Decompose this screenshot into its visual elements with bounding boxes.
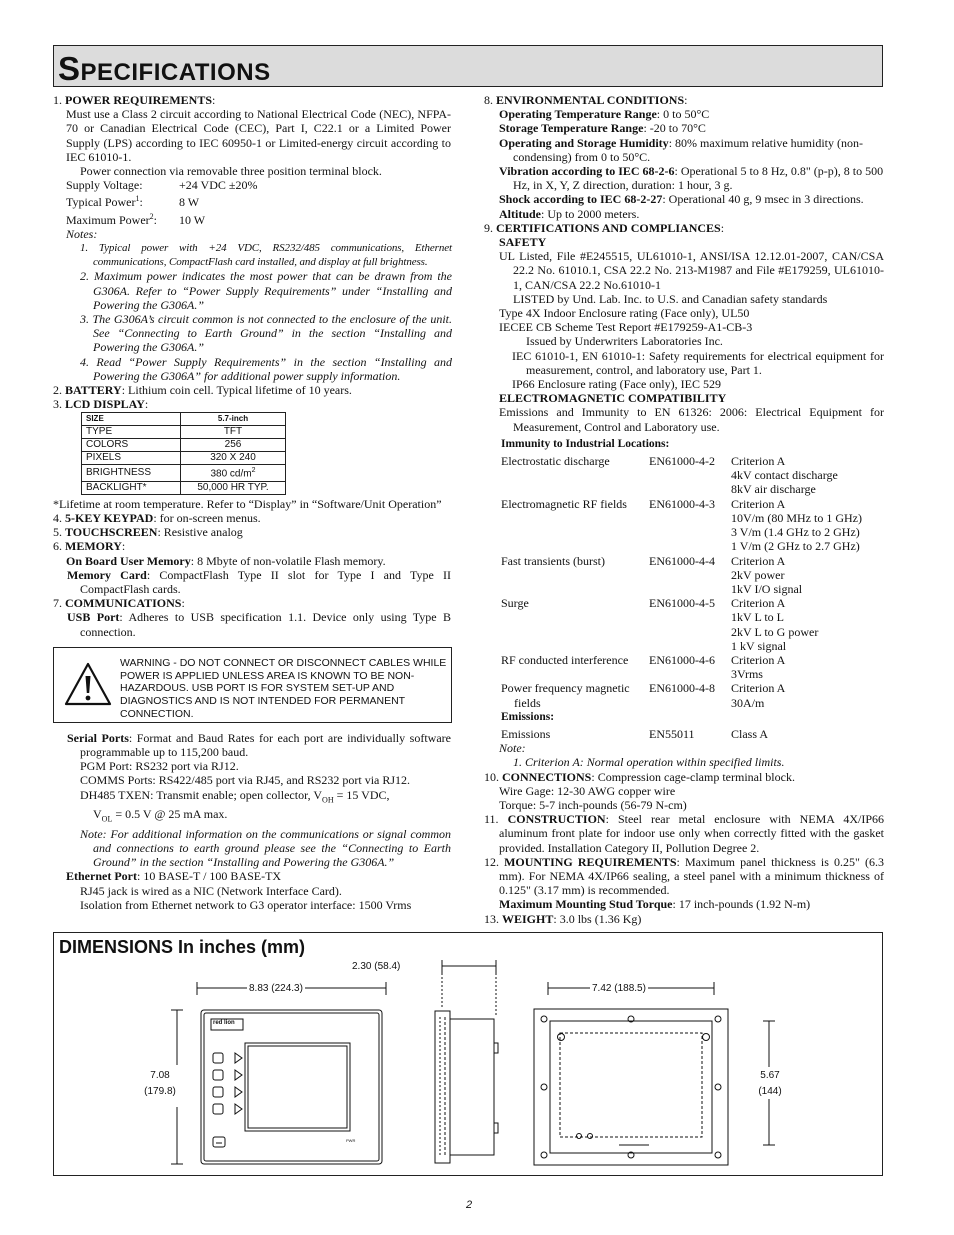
shock-line: Shock according to IEC 68-2-27: Operational 40 g, 9 msec in 3 directions. [499, 192, 864, 207]
side-enclosure [450, 1019, 494, 1155]
vibration-line: Vibration according to IEC 68-2-6: Operational 5 to 8 Hz, 0.8" (p-p), 8 to 500 Hz, in X, Y, Z direction, duration: 1 hour, 3 g. [499, 164, 884, 193]
power-text-1: Must use a Class 2 circuit according to National Electrical Code (NEC), NFPA-70 or Canadian Electrical Code (CEC), Part I, C22.1 or a Limited Power Supply (LPS) according to IEC 60950-1 or Limited-energy circuit according to IEC 61010-1. [66, 107, 451, 164]
connections-line: 10. CONNECTIONS: Compression cage-clamp terminal block. [484, 769, 795, 784]
safety-heading: SAFETY [499, 235, 547, 250]
page-title: SPECIFICATIONS [58, 50, 271, 87]
panel-cutout-outline [534, 1009, 728, 1165]
vol-line: $V_{OL} = 0.5$ V @ 25 mA max. [93, 807, 228, 824]
cutout-height-label-2: (144) [758, 1086, 782, 1097]
altitude-line: Altitude: Up to 2000 meters. [499, 206, 640, 221]
right-column [484, 93, 886, 926]
dimensions-box [53, 932, 883, 1176]
power-requirements-heading: 1. POWER REQUIREMENTS: [53, 93, 216, 107]
communications-heading: 7. COMMUNICATIONS: [53, 596, 185, 611]
red-lion-logo: red lion [213, 1020, 235, 1026]
power-text-2: Power connection via removable three position terminal block. [80, 164, 382, 179]
certifications-heading: 9. CERTIFICATIONS AND COMPLIANCES: [484, 220, 725, 235]
table-row: COLORS 256 [82, 439, 286, 452]
note-2: 2. Maximum power indicates the most power that can be drawn from the G306A. Refer to “Power Supply Requirements” under “Installing and Powering the G306A.” [80, 269, 452, 312]
side-bezel [435, 1011, 450, 1163]
type4x-line: Type 4X Indoor Enclosure rating (Face only), UL50 [499, 306, 750, 321]
dh485-line: DH485 TXEN: Transmit enable; open collector, $V_{OH} = 15$ VDC, [80, 787, 390, 805]
supply-voltage-row: Supply Voltage: +24 VDC ±20% [66, 178, 258, 193]
keypad-line: 4. 5-KEY KEYPAD: for on-screen menus. [53, 511, 261, 525]
note-4: 4. Read “Power Supply Requirements” in the section “Installing and Powering the G306A” for additional power supply information. [80, 354, 452, 383]
table-row: TYPE TFT [82, 426, 286, 439]
table-row: Electrostatic discharge EN61000-4-2 Criterion A 4kV contact discharge 8kV air discharge [501, 454, 838, 497]
table-row: PIXELS 320 X 240 [82, 452, 286, 465]
table-row: SIZE 5.7-inch [82, 413, 286, 426]
torque-line: Torque: 5-7 inch-pounds (56-79 N-cm) [499, 797, 687, 812]
table-row: Power frequency magnetic fields EN61000-4-8 Criterion A 30A/m [501, 681, 786, 710]
pwr-label: PWR [346, 1138, 356, 1143]
emc-text: Emissions and Immunity to EN 61326: 2006: Electrical Equipment for Measurement, Control and Laboratory use. [499, 405, 884, 434]
height-label-2: (179.8) [144, 1086, 176, 1097]
table-row: Electromagnetic RF fields EN61000-4-3 Criterion A 10V/m (80 MHz to 1 GHz) 3 V/m (1.4 GHz to 2 GHz) 1 V/m (2 GHz to 2.7 GHz) [501, 496, 862, 554]
table-row: BACKLIGHT* 50,000 HR TYP. [82, 481, 286, 494]
issued-line: Issued by Underwriters Laboratories Inc. [526, 334, 723, 349]
construction-line: 11. CONSTRUCTION: Steel rear metal enclosure with NEMA 4X/IP66 aluminum front plate for indoor use only when correctly fitted with the gasket provided. Installation Category II, Pollution Degree 2. [484, 812, 884, 855]
lcd-heading: 3. LCD DISPLAY: [53, 397, 149, 412]
iec-line: IEC 61010-1, EN 61010-1: Safety requirements for electrical equipment for measurement, control, and laboratory use, Part 1. [512, 348, 884, 377]
ul-listing: UL Listed, File #E245515, UL61010-1, ANSI/ISA 12.12.01-2007, CAN/CSA 22.2 No. 61010.1, CSA 22.2 No. 213-M1987 and File #E179259, UL61010-1, CAN/CSA 22.2 No.61010-1 [499, 249, 884, 292]
emissions-heading: Emissions: [501, 710, 555, 723]
battery-line: 2. BATTERY: Lithium coin cell. Typical lifetime of 10 years. [53, 383, 352, 398]
height-label-1: 7.08 [150, 1070, 170, 1081]
rj45-line: RJ45 jack is wired as a NIC (Network Interface Card). [80, 883, 342, 898]
lcd-spec-table [81, 412, 286, 494]
mounting-torque-line: Maximum Mounting Stud Torque: 17 inch-pounds (1.92 N-m) [499, 897, 811, 912]
memory-heading: 6. MEMORY: [53, 539, 126, 554]
usb-port-line: USB Port: Adheres to USB specification 1.1. Device only using Type B connection. [67, 610, 452, 639]
serial-ports-line: Serial Ports: Format and Baud Rates for each port are individually software programmable up to 115,200 baud. [67, 730, 451, 760]
listed-line: LISTED by Und. Lab. Inc. to U.S. and Canadian safety standards [513, 291, 828, 306]
section-title-box [53, 45, 883, 87]
immunity-heading: Immunity to Industrial Locations: [501, 437, 670, 450]
humidity-line: Operating and Storage Humidity: 80% maximum relative humidity (non-condensing) from 0 to 50°C. [499, 135, 863, 164]
comms-note: Note: For additional information on the communications or signal common and connections to earth ground please see the “Connecting to Earth Ground” in the section “Installing and Powering the G306A.” [80, 826, 451, 870]
operating-temp-line: Operating Temperature Range: 0 to 50°C [499, 107, 710, 122]
pgm-port-line: PGM Port: RS232 port via RJ12. [80, 759, 239, 774]
dimensions-title: DIMENSIONS In inches (mm) [59, 937, 306, 957]
isolation-line: Isolation from Ethernet network to G3 operator interface: 1500 Vrms [80, 897, 412, 912]
screen-outline [245, 1043, 350, 1131]
table-row: BRIGHTNESS 380 $cd/m^2$ [82, 465, 286, 481]
note-3: 3. The G306A’s circuit common is not connected to the enclosure of the unit. See “Connecting to Earth Ground” in the section “Installing and Powering the G306A.” [80, 312, 452, 355]
width-label: 8.83 (224.3) [249, 983, 303, 994]
onboard-memory-line: On Board User Memory: 8 Mbyte of non-volatile Flash memory. [66, 553, 386, 568]
weight-line: 13. WEIGHT: 3.0 lbs (1.36 Kg) [484, 911, 642, 926]
warning-box [53, 647, 452, 723]
ip66-line: IP66 Enclosure rating (Face only), IEC 529 [512, 377, 721, 392]
warning-text: WARNING - DO NOT CONNECT OR DISCONNECT CABLES WHILE POWER IS APPLIED UNLESS AREA IS KNOWN TO BE NON-HAZARDOUS. USB PORT IS FOR SYSTEM SET-UP AND DIAGNOSTICS AND IS NOT INTENDED FOR PERMANENT CONNECTION. [120, 656, 447, 721]
table-row: Surge EN61000-4-5 Criterion A 1kV L to L 2kV L to G power 1 kV signal [501, 596, 819, 653]
table-row: RF conducted interference EN61000-4-6 Criterion A 3Vrms [501, 652, 786, 682]
storage-temp-line: Storage Temperature Range: -20 to 70°C [499, 121, 706, 136]
criterion-note: 1. Criterion A: Normal operation within specified limits. [513, 755, 785, 770]
cutout-height-label-1: 5.67 [760, 1070, 780, 1081]
maximum-power-row: Maximum Power$^2$: 10 W [66, 211, 206, 227]
note-1: 1. Typical power with +24 VDC, RS232/485 communications, Ethernet communications, CompactFlash card installed, and display at full brightness. [80, 242, 452, 269]
left-column [53, 93, 453, 912]
memory-card-line: Memory Card: CompactFlash Type II slot for Type I and Type II CompactFlash cards. [67, 567, 452, 597]
environmental-heading: 8. ENVIRONMENTAL CONDITIONS: [484, 93, 688, 107]
comms-ports-line: COMMS Ports: RS422/485 port via RJ45, and RS232 port via RJ12. [80, 773, 411, 788]
table-row: Emissions EN55011 Class A [501, 726, 769, 741]
emc-heading: ELECTROMAGNETIC COMPATIBILITY [499, 391, 727, 406]
immunity-table [484, 454, 886, 741]
ethernet-port-line: Ethernet Port: 10 BASE-T / 100 BASE-TX [66, 869, 282, 884]
typical-power-row: Typical Power$^1$: 8 W [66, 194, 200, 210]
touchscreen-line: 5. TOUCHSCREEN: Resistive analog [53, 525, 243, 540]
depth-label: 2.30 (58.4) [352, 961, 401, 972]
mounting-line: 12. MOUNTING REQUIREMENTS: Maximum panel thickness is 0.25" (6.3 mm). For NEMA 4X/IP66 sealing, a steel panel with a minimum thickness of 0.125" (3.17 mm) is recommended. [484, 854, 884, 898]
warning-triangle-icon [64, 662, 112, 706]
page-number: 2 [466, 1199, 473, 1211]
lcd-footnote: *Lifetime at room temperature. Refer to “Display” in “Software/Unit Operation” [53, 496, 442, 511]
notes-label: Notes: [66, 226, 98, 241]
iecee-line: IECEE CB Scheme Test Report #E179259-A1-CB-3 [499, 320, 753, 335]
wire-gage-line: Wire Gage: 12-30 AWG copper wire [499, 783, 676, 798]
table-row: Fast transients (burst) EN61000-4-4 Criterion A 2kV power 1kV I/O signal [501, 553, 803, 596]
cutout-width-label: 7.42 (188.5) [592, 983, 646, 994]
criterion-note-label: Note: [499, 741, 526, 756]
dimension-drawing [54, 933, 882, 1175]
